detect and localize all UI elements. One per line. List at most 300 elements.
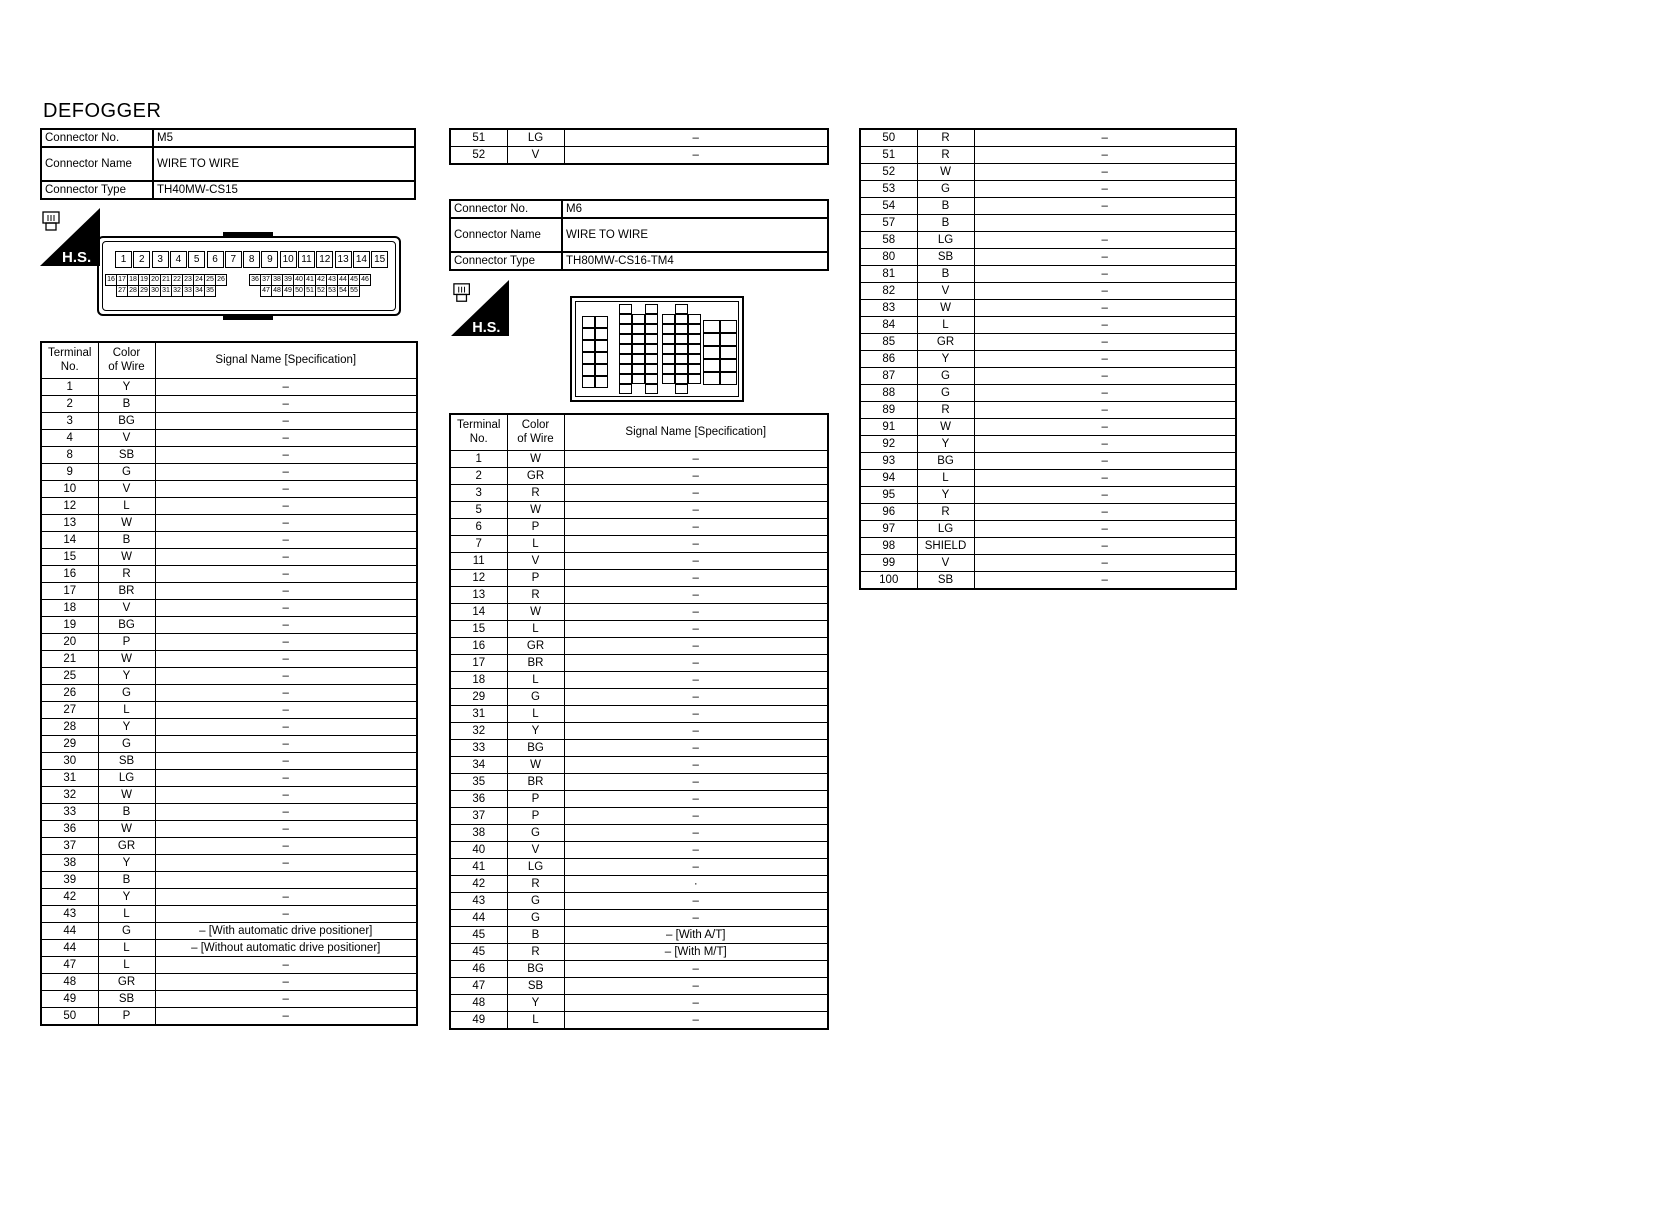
connector-pin: 33 xyxy=(182,285,194,297)
terminal-no-cell: 48 xyxy=(450,994,507,1011)
table-row xyxy=(450,688,828,705)
connector-cavity xyxy=(619,354,632,364)
signal-name-cell: – xyxy=(155,973,417,990)
connector-cavity xyxy=(595,364,608,376)
signal-name-cell: – xyxy=(155,548,417,565)
m6-connector-no: M6 xyxy=(562,200,828,218)
connector-pin: 31 xyxy=(160,285,172,297)
table-row xyxy=(450,129,828,147)
connector-name-label: Connector Name xyxy=(450,218,562,252)
terminal-no-cell: 52 xyxy=(450,147,507,165)
wire-color-cell: V xyxy=(98,480,155,497)
terminal-no-cell: 5 xyxy=(450,501,507,518)
wire-color-cell: V xyxy=(98,599,155,616)
wire-color-cell: P xyxy=(507,790,564,807)
signal-name-cell: – xyxy=(155,820,417,837)
m6-connector-info xyxy=(449,199,829,271)
terminal-no-cell: 16 xyxy=(41,565,98,582)
signal-name-cell xyxy=(974,215,1236,232)
terminal-no-cell: 84 xyxy=(860,317,917,334)
terminal-no-cell: 85 xyxy=(860,334,917,351)
connector-pin: 53 xyxy=(326,285,338,297)
wire-color-cell: LG xyxy=(507,858,564,875)
signal-name-cell: – xyxy=(564,637,828,654)
connector-cavity xyxy=(703,320,720,333)
terminal-no-cell: 2 xyxy=(41,395,98,412)
table-row xyxy=(860,419,1236,436)
wire-color-cell: GR xyxy=(917,334,974,351)
terminal-no-cell: 57 xyxy=(860,215,917,232)
connector-cavity xyxy=(675,314,688,324)
connector-pin: 50 xyxy=(293,285,305,297)
table-row xyxy=(41,956,417,973)
terminal-no-cell: 26 xyxy=(41,684,98,701)
table-row xyxy=(41,990,417,1007)
connector-pin: 43 xyxy=(326,274,338,286)
table-row xyxy=(41,922,417,939)
terminal-no-cell: 97 xyxy=(860,521,917,538)
signal-name-cell: – xyxy=(974,470,1236,487)
terminal-no-cell: 10 xyxy=(41,480,98,497)
wire-color-cell: V xyxy=(507,147,564,165)
wire-color-cell: SB xyxy=(98,752,155,769)
connector-pin: 3 xyxy=(152,251,169,268)
signal-name-cell: – [With M/T] xyxy=(564,943,828,960)
wire-color-cell: W xyxy=(507,501,564,518)
wire-color-cell: R xyxy=(917,402,974,419)
connector-cavity xyxy=(632,344,645,354)
terminal-no-cell: 100 xyxy=(860,572,917,590)
connector-pin: 48 xyxy=(271,285,283,297)
signal-name-cell: – xyxy=(564,841,828,858)
connector-cavity xyxy=(582,340,595,352)
connector-cavity xyxy=(688,324,701,334)
table-row xyxy=(41,599,417,616)
wire-color-cell: W xyxy=(917,164,974,181)
connector-cavity xyxy=(595,340,608,352)
connector-cavity xyxy=(582,328,595,340)
terminal-no-cell: 42 xyxy=(450,875,507,892)
connector-pin: 10 xyxy=(280,251,297,268)
terminal-no-cell: 88 xyxy=(860,385,917,402)
terminal-no-cell: 20 xyxy=(41,633,98,650)
terminal-no-cell: 41 xyxy=(450,858,507,875)
table-row xyxy=(450,450,828,467)
table-row xyxy=(860,164,1236,181)
wire-color-cell: R xyxy=(507,484,564,501)
signal-name-cell: – xyxy=(564,824,828,841)
signal-name-cell: – xyxy=(155,429,417,446)
connector-pin: 19 xyxy=(138,274,150,286)
connector-cavity xyxy=(632,314,645,324)
connector-pin: 42 xyxy=(315,274,327,286)
connector-pin: 11 xyxy=(298,251,315,268)
wire-color-cell: BG xyxy=(507,739,564,756)
connector-pin: 45 xyxy=(348,274,360,286)
table-row xyxy=(450,603,828,620)
signal-name-cell: – xyxy=(564,909,828,926)
m6-connector-name: WIRE TO WIRE xyxy=(562,218,828,252)
signal-name-cell: – xyxy=(564,586,828,603)
signal-name-cell: – xyxy=(974,232,1236,249)
wire-color-cell: L xyxy=(507,535,564,552)
wire-color-cell: G xyxy=(98,463,155,480)
m5-hs-label: H.S. xyxy=(62,249,92,266)
connector-cavity xyxy=(619,334,632,344)
signal-name-cell: – xyxy=(564,484,828,501)
table-row xyxy=(450,943,828,960)
table-row xyxy=(450,501,828,518)
table-row xyxy=(41,446,417,463)
connector-pin: 17 xyxy=(116,274,128,286)
connector-pin: 25 xyxy=(204,274,216,286)
m5-connector-no: M5 xyxy=(153,129,415,147)
terminal-no-cell: 95 xyxy=(860,487,917,504)
terminal-no-cell: 11 xyxy=(450,552,507,569)
wire-color-cell: R xyxy=(507,875,564,892)
m6-wire-table xyxy=(449,413,829,1030)
m6-wire-table-continued xyxy=(859,128,1237,590)
terminal-no-cell: 89 xyxy=(860,402,917,419)
wire-color-cell: V xyxy=(507,552,564,569)
table-row xyxy=(860,232,1236,249)
table-row xyxy=(450,1011,828,1029)
table-row xyxy=(41,854,417,871)
terminal-no-cell: 19 xyxy=(41,616,98,633)
terminal-no-cell: 37 xyxy=(41,837,98,854)
terminal-no-cell: 29 xyxy=(450,688,507,705)
terminal-no-cell: 83 xyxy=(860,300,917,317)
connector-pin: 5 xyxy=(188,251,205,268)
table-row xyxy=(41,378,417,395)
wire-color-cell: BG xyxy=(98,412,155,429)
connector-cavity xyxy=(645,334,658,344)
terminal-no-cell: 4 xyxy=(41,429,98,446)
connector-cavity xyxy=(720,333,737,346)
terminal-no-cell: 37 xyxy=(450,807,507,824)
wire-color-cell: Y xyxy=(98,667,155,684)
connector-cavity xyxy=(645,324,658,334)
wire-color-cell: W xyxy=(98,786,155,803)
wire-color-cell: BR xyxy=(98,582,155,599)
wire-color-cell: Y xyxy=(98,888,155,905)
terminal-no-cell: 53 xyxy=(860,181,917,198)
connector-cavity xyxy=(595,376,608,388)
wire-color-cell: SB xyxy=(917,572,974,590)
table-row xyxy=(860,504,1236,521)
wire-color-cell: V xyxy=(507,841,564,858)
connector-type-label: Connector Type xyxy=(450,252,562,270)
signal-name-cell: – xyxy=(155,684,417,701)
terminal-no-cell: 31 xyxy=(450,705,507,722)
wire-color-cell: B xyxy=(917,266,974,283)
signal-name-cell: – xyxy=(155,463,417,480)
terminal-no-cell: 1 xyxy=(450,450,507,467)
table-row xyxy=(860,572,1236,590)
terminal-no-cell: 50 xyxy=(41,1007,98,1025)
terminal-no-cell: 82 xyxy=(860,283,917,300)
terminal-no-cell: 80 xyxy=(860,249,917,266)
terminal-no-cell: 49 xyxy=(450,1011,507,1029)
connector-cavity xyxy=(688,364,701,374)
table-row xyxy=(41,684,417,701)
terminal-no-cell: 3 xyxy=(41,412,98,429)
terminal-no-cell: 92 xyxy=(860,436,917,453)
signal-name-cell: – xyxy=(974,129,1236,147)
connector-pin: 7 xyxy=(225,251,242,268)
connector-cavity xyxy=(703,333,720,346)
wire-color-cell: L xyxy=(98,905,155,922)
wire-color-cell: G xyxy=(507,688,564,705)
wire-color-cell: W xyxy=(917,300,974,317)
signal-name-cell: – xyxy=(564,688,828,705)
table-row xyxy=(860,487,1236,504)
signal-name-cell: – xyxy=(564,994,828,1011)
connector-pin: 51 xyxy=(304,285,316,297)
signal-name-cell: – xyxy=(155,412,417,429)
signal-name-cell: – xyxy=(974,385,1236,402)
table-row xyxy=(450,671,828,688)
table-row xyxy=(41,616,417,633)
signal-name-cell: – xyxy=(155,718,417,735)
wire-color-cell: B xyxy=(917,215,974,232)
connector-cavity xyxy=(632,324,645,334)
table-row xyxy=(860,368,1236,385)
signal-name-cell: – [Without automatic drive positioner] xyxy=(155,939,417,956)
signal-name-cell: – xyxy=(974,487,1236,504)
signal-name-cell: – xyxy=(155,701,417,718)
wire-color-cell: L xyxy=(917,317,974,334)
signal-name-cell: – xyxy=(155,599,417,616)
terminal-no-cell: 12 xyxy=(450,569,507,586)
connector-pin: 34 xyxy=(193,285,205,297)
table-row xyxy=(860,181,1236,198)
wire-color-cell: P xyxy=(507,569,564,586)
terminal-no-cell: 93 xyxy=(860,453,917,470)
terminal-no-cell: 86 xyxy=(860,351,917,368)
connector-pin: 15 xyxy=(371,251,388,268)
connector-cavity xyxy=(645,314,658,324)
connector-pin: 4 xyxy=(170,251,187,268)
wire-color-cell: G xyxy=(917,385,974,402)
connector-pin: 41 xyxy=(304,274,316,286)
table-row xyxy=(450,994,828,1011)
table-row xyxy=(450,705,828,722)
terminal-no-cell: 32 xyxy=(41,786,98,803)
table-row xyxy=(41,412,417,429)
terminal-no-cell: 91 xyxy=(860,419,917,436)
signal-name-cell: – xyxy=(155,837,417,854)
table-row xyxy=(450,790,828,807)
table-row xyxy=(450,977,828,994)
wire-color-cell: SB xyxy=(98,446,155,463)
wire-color-cell: SB xyxy=(507,977,564,994)
terminal-no-cell: 14 xyxy=(41,531,98,548)
connector-cavity xyxy=(703,359,720,372)
connector-pin: 44 xyxy=(337,274,349,286)
terminal-no-cell: 49 xyxy=(41,990,98,1007)
connector-cavity xyxy=(688,334,701,344)
table-row xyxy=(41,633,417,650)
table-row xyxy=(450,147,828,165)
terminal-no-cell: 18 xyxy=(41,599,98,616)
wire-color-cell: G xyxy=(98,735,155,752)
wire-color-cell: R xyxy=(917,147,974,164)
connector-cavity xyxy=(632,354,645,364)
terminal-no-cell: 51 xyxy=(450,129,507,147)
table-row xyxy=(41,395,417,412)
signal-name-cell: – xyxy=(155,395,417,412)
connector-cavity xyxy=(662,334,675,344)
signal-name-cell: – xyxy=(155,650,417,667)
signal-name-cell: – xyxy=(155,769,417,786)
connector-cavity xyxy=(675,344,688,354)
wire-color-cell: Y xyxy=(507,994,564,1011)
signal-name-cell: – xyxy=(564,603,828,620)
wire-color-cell: L xyxy=(507,705,564,722)
connector-pin: 52 xyxy=(315,285,327,297)
table-row xyxy=(450,484,828,501)
connector-name-label: Connector Name xyxy=(41,147,153,181)
terminal-no-cell: 42 xyxy=(41,888,98,905)
table-row xyxy=(41,582,417,599)
terminal-no-cell: 98 xyxy=(860,538,917,555)
signal-name-cell: – xyxy=(974,266,1236,283)
connector-cavity xyxy=(720,346,737,359)
connector-cavity xyxy=(619,384,632,394)
connector-pin: 13 xyxy=(335,251,352,268)
wire-color-cell: W xyxy=(98,548,155,565)
signal-name-cell: – xyxy=(564,977,828,994)
wire-color-cell: G xyxy=(917,181,974,198)
signal-name-cell: · xyxy=(564,875,828,892)
table-row xyxy=(860,266,1236,283)
connector-pin: 22 xyxy=(171,274,183,286)
connector-cavity xyxy=(662,364,675,374)
connector-cavity xyxy=(632,374,645,384)
table-row xyxy=(450,620,828,637)
connector-cavity xyxy=(688,354,701,364)
connector-cavity xyxy=(662,324,675,334)
signal-name-cell: – xyxy=(564,960,828,977)
connector-pin: 24 xyxy=(193,274,205,286)
connector-pin: 6 xyxy=(207,251,224,268)
wire-color-cell: Y xyxy=(98,854,155,871)
terminal-no-cell: 48 xyxy=(41,973,98,990)
table-row xyxy=(450,773,828,790)
wire-color-cell: V xyxy=(98,429,155,446)
terminal-no-cell: 81 xyxy=(860,266,917,283)
signal-name-cell xyxy=(155,871,417,888)
signal-name-cell: – xyxy=(974,419,1236,436)
wire-color-cell: Y xyxy=(507,722,564,739)
table-row xyxy=(450,807,828,824)
m5-connector-face xyxy=(97,236,401,316)
table-row xyxy=(41,769,417,786)
terminal-no-cell: 99 xyxy=(860,555,917,572)
terminal-no-cell: 27 xyxy=(41,701,98,718)
connector-pin: 21 xyxy=(160,274,172,286)
signal-name-cell: – xyxy=(564,654,828,671)
signal-name-cell: – xyxy=(155,497,417,514)
terminal-no-cell: 32 xyxy=(450,722,507,739)
connector-cavity xyxy=(619,314,632,324)
terminal-no-cell: 25 xyxy=(41,667,98,684)
signal-name-cell: – xyxy=(564,535,828,552)
col-signal-header: Signal Name [Specification] xyxy=(564,414,828,450)
terminal-no-cell: 51 xyxy=(860,147,917,164)
wire-color-cell: BG xyxy=(98,616,155,633)
signal-name-cell: – xyxy=(564,518,828,535)
signal-name-cell: – xyxy=(974,249,1236,266)
table-row xyxy=(41,735,417,752)
wire-color-cell: W xyxy=(98,650,155,667)
connector-cavity xyxy=(720,372,737,385)
wire-color-cell: R xyxy=(917,504,974,521)
signal-name-cell: – xyxy=(974,334,1236,351)
table-row xyxy=(450,739,828,756)
terminal-no-cell: 29 xyxy=(41,735,98,752)
connector-cavity xyxy=(688,374,701,384)
connector-type-label: Connector Type xyxy=(41,181,153,199)
signal-name-cell: – xyxy=(564,1011,828,1029)
signal-name-cell: – xyxy=(155,633,417,650)
connector-pin: 47 xyxy=(260,285,272,297)
connector-cavity xyxy=(645,374,658,384)
terminal-no-cell: 36 xyxy=(41,820,98,837)
terminal-no-cell: 47 xyxy=(450,977,507,994)
terminal-no-cell: 13 xyxy=(450,586,507,603)
signal-name-cell: – xyxy=(974,317,1236,334)
signal-name-cell: – xyxy=(974,504,1236,521)
m5-connector-type: TH40MW-CS15 xyxy=(153,181,415,199)
connector-cavity xyxy=(662,374,675,384)
signal-name-cell: – xyxy=(155,854,417,871)
table-row xyxy=(41,463,417,480)
wire-color-cell: R xyxy=(917,129,974,147)
connector-no-label: Connector No. xyxy=(41,129,153,147)
connector-cavity xyxy=(675,334,688,344)
signal-name-cell: – xyxy=(564,671,828,688)
terminal-no-cell: 15 xyxy=(41,548,98,565)
terminal-no-cell: 30 xyxy=(41,752,98,769)
col-color-header: Color of Wire xyxy=(98,342,155,378)
signal-name-cell: – xyxy=(564,569,828,586)
connector-cavity xyxy=(703,372,720,385)
wire-color-cell: W xyxy=(98,514,155,531)
terminal-no-cell: 31 xyxy=(41,769,98,786)
wire-color-cell: W xyxy=(507,756,564,773)
signal-name-cell: – xyxy=(564,739,828,756)
col-color-header: Color of Wire xyxy=(507,414,564,450)
terminal-no-cell: 18 xyxy=(450,671,507,688)
table-row xyxy=(450,875,828,892)
terminal-no-cell: 52 xyxy=(860,164,917,181)
connector-cavity xyxy=(662,344,675,354)
connector-pin: 14 xyxy=(353,251,370,268)
terminal-no-cell: 38 xyxy=(450,824,507,841)
table-row xyxy=(41,718,417,735)
table-row xyxy=(450,586,828,603)
signal-name-cell: – xyxy=(155,752,417,769)
terminal-no-cell: 21 xyxy=(41,650,98,667)
table-row xyxy=(41,429,417,446)
terminal-no-cell: 12 xyxy=(41,497,98,514)
wire-color-cell: G xyxy=(98,684,155,701)
connector-pin: 30 xyxy=(149,285,161,297)
wire-color-cell: G xyxy=(98,922,155,939)
wire-color-cell: SHIELD xyxy=(917,538,974,555)
